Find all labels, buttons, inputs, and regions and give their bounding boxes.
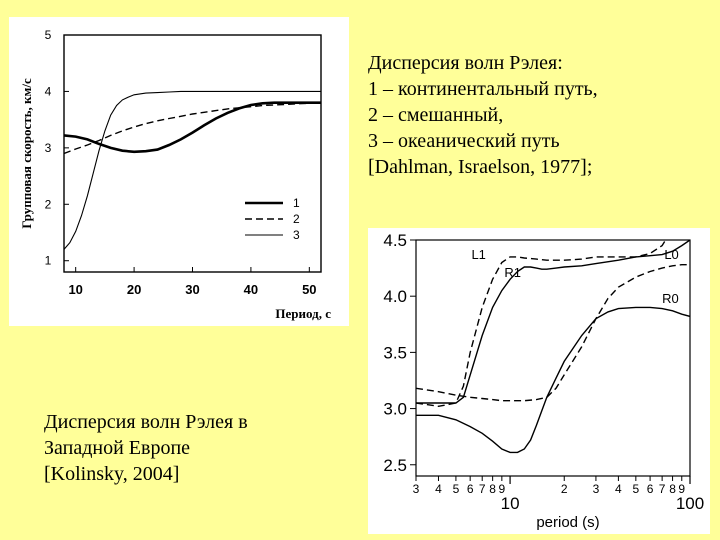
y-tick-label: 2 bbox=[44, 197, 52, 212]
x-minor-tick-label: 4 bbox=[435, 482, 442, 496]
chart-left-panel bbox=[9, 17, 349, 326]
x-minor-tick-label: 6 bbox=[646, 482, 654, 496]
x-tick-label: 40 bbox=[243, 282, 259, 297]
x-tick-label: 50 bbox=[302, 282, 317, 297]
series-line-L0 bbox=[416, 265, 690, 401]
x-tick-label: 20 bbox=[126, 282, 142, 297]
series-line-1 bbox=[64, 103, 321, 152]
x-axis-label: period (s) bbox=[536, 514, 600, 531]
x-minor-tick-label: 6 bbox=[466, 482, 474, 496]
series-label-R0: R0 bbox=[662, 290, 679, 306]
legend-label-1: 1 bbox=[293, 196, 300, 210]
x-minor-tick-label: 3 bbox=[592, 482, 600, 496]
caption-kolinsky: Дисперсия волн Рэлея в Западной Европе [Kolinsky, 2004] bbox=[44, 411, 248, 485]
x-tick-label: 30 bbox=[185, 282, 200, 297]
series-line-L1 bbox=[416, 228, 690, 406]
legend-label-2: 2 bbox=[293, 212, 300, 226]
x-axis-label: Период, с bbox=[275, 306, 331, 321]
series-line-R1 bbox=[416, 240, 690, 403]
chart-right-panel bbox=[368, 228, 710, 534]
x-minor-tick-label: 8 bbox=[489, 482, 496, 496]
y-tick-label: 1 bbox=[44, 253, 52, 268]
x-tick-label: 10 bbox=[68, 282, 83, 297]
x-minor-tick-label: 8 bbox=[669, 482, 676, 496]
x-minor-tick-label: 4 bbox=[615, 482, 622, 496]
series-label-L0: L0 bbox=[664, 247, 679, 263]
y-tick-label: 4.5 bbox=[383, 231, 407, 250]
y-tick-label: 3.5 bbox=[383, 343, 407, 363]
plot-frame bbox=[64, 35, 321, 272]
y-tick-label: 4.0 bbox=[383, 287, 407, 307]
y-tick-label: 2.5 bbox=[383, 455, 407, 475]
x-minor-tick-label: 3 bbox=[412, 482, 420, 496]
chart-western-europe-dispersion bbox=[368, 228, 710, 534]
x-minor-tick-label: 7 bbox=[658, 482, 666, 496]
series-line-3 bbox=[64, 91, 321, 249]
x-minor-tick-label: 9 bbox=[498, 482, 506, 496]
y-tick-label: 5 bbox=[44, 28, 52, 42]
legend-label-3: 3 bbox=[293, 228, 300, 242]
y-tick-label: 3.0 bbox=[383, 399, 407, 419]
y-tick-label: 3 bbox=[44, 140, 52, 155]
x-minor-tick-label: 9 bbox=[678, 482, 686, 496]
x-minor-tick-label: 2 bbox=[560, 482, 568, 496]
caption-dahlman: Дисперсия волн Рэлея: 1 – континентальный путь, 2 – смешанный, 3 – океанический путь [Dahlman, Israelson, 1977]; bbox=[368, 52, 598, 178]
series-label-L1: L1 bbox=[471, 247, 486, 263]
y-tick-label: 4 bbox=[44, 84, 52, 99]
chart-continental-dispersion bbox=[9, 17, 349, 326]
series-label-R1: R1 bbox=[504, 265, 522, 281]
plot-frame bbox=[416, 240, 690, 476]
series-line-R0 bbox=[416, 307, 690, 452]
x-minor-tick-label: 7 bbox=[478, 482, 486, 496]
x-minor-tick-label: 5 bbox=[452, 482, 460, 496]
x-major-tick-label: 100 bbox=[675, 494, 705, 513]
y-axis-label: Групповая скорость, км/с bbox=[19, 78, 34, 229]
x-minor-tick-label: 5 bbox=[632, 482, 640, 496]
x-major-tick-label: 10 bbox=[500, 494, 520, 513]
